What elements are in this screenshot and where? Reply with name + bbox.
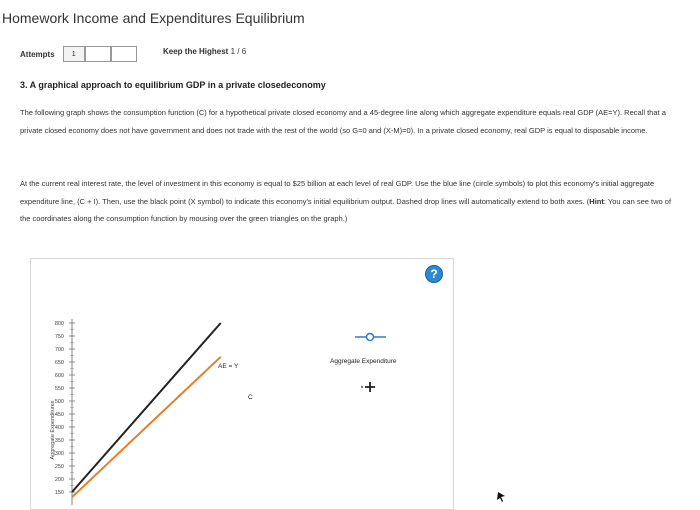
question-icon[interactable]: ? — [425, 265, 443, 283]
y-axis-title: Aggregate Expenditures — [50, 400, 56, 460]
hint-label: Hint — [589, 196, 604, 206]
y-tick-label: 450 — [54, 412, 64, 418]
y-tick-label: 400 — [54, 425, 64, 431]
series-label-c: C — [248, 394, 253, 401]
y-tick-label: 800 — [54, 321, 64, 327]
attempt-box-1[interactable]: 1 — [63, 46, 85, 62]
point-tool-dot — [361, 386, 363, 388]
y-axis — [50, 319, 75, 505]
y-tick-label: 150 — [54, 490, 64, 496]
legend-label-aggregate-expenditure: Aggregate Expenditure — [330, 358, 397, 365]
consumption-line — [72, 357, 221, 497]
series-label-ae: AE = Y — [218, 363, 239, 370]
plot-lines — [72, 323, 253, 497]
para2-text-a: At the current real interest rate, the level of investment in this economy is equal to $25 billion at each level of real GDP. Use the blue line (circle symbols) to plot this economy's initial aggregate expenditure line, (C + I). Then, use the black point (X symbol) to indicate this economy's initial equilibrium output. Dashed drop lines will automatically extend to both axes. ( — [20, 179, 655, 206]
y-tick-label: 300 — [54, 451, 64, 457]
y-tick-label: 500 — [54, 399, 64, 405]
y-tick-label: 600 — [54, 373, 64, 379]
y-tick-label: 550 — [54, 386, 64, 392]
ae-equals-y-line — [72, 323, 221, 492]
question-heading: 3. A graphical approach to equilibrium GDP in a private closedeconomy — [20, 80, 326, 90]
para2-text-b: : You can see two of the coordinates along the consumption function by mousing over the green triangles on the graph.) — [20, 196, 672, 223]
keep-highest-value: 1 / 6 — [230, 47, 247, 56]
y-tick-label: 700 — [54, 347, 64, 353]
y-tick-label: 350 — [54, 438, 64, 444]
question-paragraph-1: The following graph shows the consumption function (C) for a hypothetical private closed economy and a 45-degree line along which aggregate expenditure equals real GDP (AE=Y). Recall that a private closed economy does not have government and does not trade with the rest of the world (so G=0 and (X-M)=0). In a private closed economy, real GDP is equal to disposable income. — [20, 108, 666, 135]
cursor — [497, 492, 505, 502]
y-tick-label: 650 — [54, 360, 64, 366]
y-tick-label: 750 — [54, 334, 64, 340]
keep-highest-label: Keep the Highest — [163, 47, 229, 56]
circle-symbol-icon — [367, 334, 374, 341]
attempts-label: Attempts — [20, 49, 55, 59]
y-tick-label: 200 — [54, 477, 64, 483]
page-title: Homework Income and Expenditures Equilibrium — [2, 10, 305, 26]
y-tick-label: 250 — [54, 464, 64, 470]
mouse-cursor-icon — [497, 492, 505, 502]
